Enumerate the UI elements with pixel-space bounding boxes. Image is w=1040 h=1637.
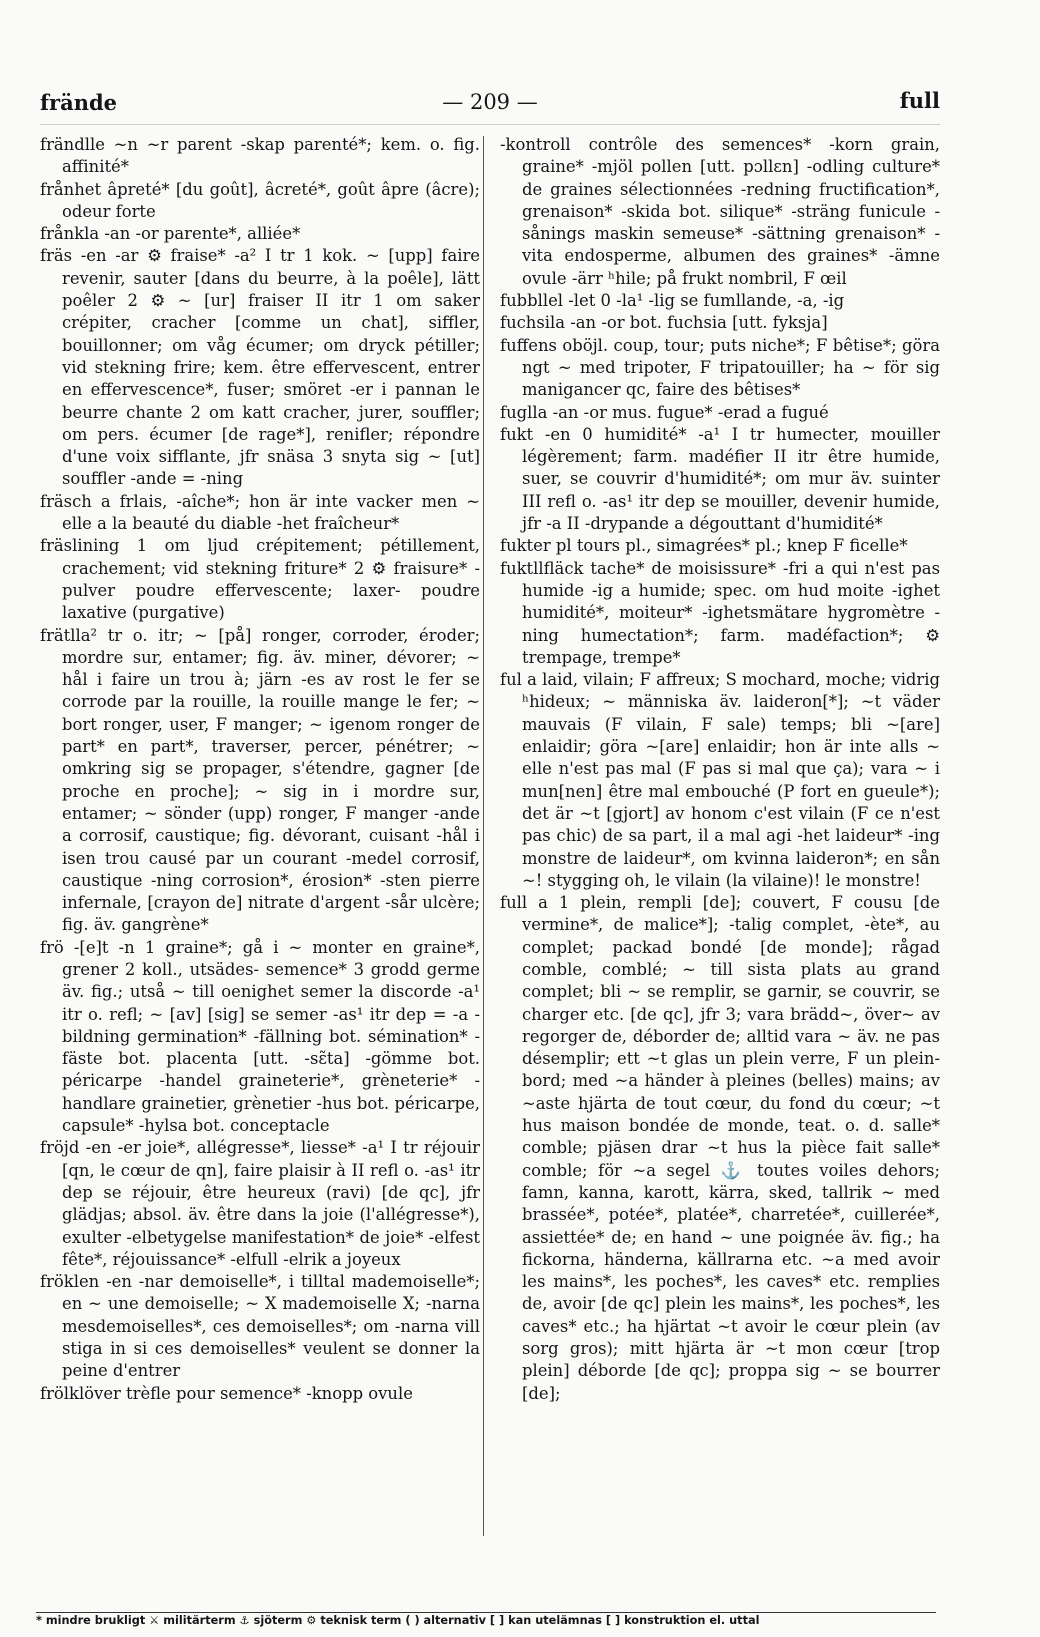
dictionary-entry: frätlla² tr o. itr; ~ [på] ronger, corroder, éroder; mordre sur, entamer; fig. äv. miner, dévorer; ~ hål i faire un trou à; järn -es av rost le fer se corrode par la rouille, la rouille mange le fer; ~ bort ronger, user, F manger; ~ igenom ronger de part* en part*, traverser, percer, pénétrer; ~ omkring sig se propager, s'étendre, gagner [de proche en proche]; ~ sig in i mordre sur, entamer; ~ sönder (upp) ronger, F manger -ande a corrosif, caustique; fig. dévorant, cuisant -hål i isen trou causé par un courant -medel corrosif, caustique -ning corrosion*, érosion* -sten pierre infernale, [crayon de] nitrate d'argent -sår ulcère; fig. äv. gangrène* [40,625,480,935]
dictionary-entry: frö -[e]t -n 1 graine*; gå i ~ monter en graine*, grener 2 koll., utsädes- semence* 3 grodd germe äv. fig.; utså ~ till oenighet semer la discorde -a¹ itr o. refl; ~ [av] [sig] se semer -as¹ itr dep = -a -bildning germination* -fällning bot. sémination* -fäste bot. placenta [utt. -sɛ̃ta] -gömme bot. péricarpe -handel graineterie*, grèneterie* -handlare grainetier, grènetier -hus bot. péricarpe, capsule* -hylsa bot. conceptacle [40,937,480,1136]
dictionary-entry: fuktllfläck tache* de moisissure* -fri a qui n'est pas humide -ig a humide; spec. om hud moite -ighet humidité*, moiteur* -ighetsmätare hygromètre -ning humectation*; farm. madéfaction*; ⚙ trempage, trempe* [500,558,940,667]
dictionary-entry: frånhet âpreté* [du goût], âcreté*, goût âpre (âcre); odeur forte [40,179,480,221]
left-column [40,134,480,1620]
dictionary-entry: fukter pl tours pl., simagrées* pl.; knep F ficelle* [500,536,908,556]
dictionary-entry: frånkla -an -or parente*, alliée* [40,224,301,244]
dictionary-entry: fukt -en 0 humidité* -a¹ I tr humecter, mouiller légèrement; farm. madéfier II itr être humide, suer, se couvrir d'humidité*; om mur äv. suinter III refl o. -as¹ itr dep se mouiller, devenir humide, jfr -a II -drypande a dégouttant d'humidité* [500,424,940,534]
page-number: — 209 — [442,90,538,114]
dictionary-entry: fröjd -en -er joie*, allégresse*, liesse* -a¹ I tr réjouir [qn, le cœur de qn], faire plaisir à II refl o. -as¹ itr dep se réjouir, être heureux (ravi) [de qc], jfr glädjas; absol. äv. être dans la joie (l'allégresse*), exulter -elbetygelse manifestation* de joie* -elfest fête*, réjouissance* -elfull -elrik a joyeux [40,1138,480,1269]
header-left-word: frände [40,90,118,115]
dictionary-entry: ful a laid, vilain; F affreux; S mochard, moche; vidrig ʰhideux; ~ människa äv. laideron[*]; ~t väder mauvais (F vilain, F sale) temps; bli ~[are] enlaidir; göra ~[are] enlaidir; hon är inte alls ~ elle n'est pas mal (F pas si mal que ça); vara ~ i mun[nen] être mal embouché (P fort en gueule*); det är ~t [gjort] av honom c'est vilain (F ce n'est pas chic) de sa part, il a mal agi -het laideur* -ing monstre de laideur*, om kvinna laideron*; en sån ~! stygging oh, le vilain (la vilaine)! le monstre! [500,670,940,890]
page-header [40,86,940,120]
header-right-word: full [899,88,940,113]
dictionary-entry: fröklen -en -nar demoiselle*, i tilltal mademoiselle*; en ~ une demoiselle; ~ X mademoiselle X; -narna mesdemoiselles*, ces demoiselles*; om -narna vill stiga in si ces demoiselles* veulent se donner la peine d'entrer [40,1272,480,1381]
dictionary-entry: fräsch a frlais, -aîche*; hon är inte vacker men ~ elle a la beauté du diable -het fraîcheur* [40,491,480,534]
dictionary-entry: fräslining 1 om ljud crépitement; pétillement, crachement; vid stekning friture* 2 ⚙ fraisure* -pulver poudre effervescente; laxer- poudre laxative (purgative) [40,536,480,623]
dictionary-entry: fuffens oböjl. coup, tour; puts niche*; F bêtise*; göra ngt ~ med tripoter, F tripatouiller; ha ~ för sig manigancer qc, faire des bêtises* [500,335,940,400]
column-divider [483,136,484,1536]
right-column [500,134,940,1620]
dictionary-entry: fräs -en -ar ⚙ fraise* -a² I tr 1 kok. ~ [upp] faire revenir, sauter [dans du beurre, à la poêle], lätt poêler 2 ⚙ ~ [ur] fraiser II itr 1 om saker crépiter, cracher [comme un chat], siffler, bouillonner; om våg écumer; om dryck pétiller; vid stekning frire; kem. être effervescent, entrer en effervescence*, fuser; smöret -er i pannan le beurre chante 2 om katt cracher, jurer, souffler; om pers. écumer [de rage*], renifler; répondre d'une voix sifflante, jfr snäsa 3 snyta sig ~ [ut] souffler -ande = -ning [40,246,480,489]
dictionary-entry: fuglla -an -or mus. fugue* -erad a fugué [500,402,829,422]
dictionary-entry: fubbllel -let 0 -la¹ -lig se fumllande, -a, -ig [500,291,845,311]
footer-rule [36,1612,936,1613]
dictionary-entry: frölklöver trèfle pour semence* -knopp ovule [40,1383,413,1403]
dictionary-entry: frändlle ~n ~r parent -skap parenté*; kem. o. fig. affinité* [40,135,480,177]
dictionary-entry: full a 1 plein, rempli [de]; couvert, F cousu [de vermine*, de malice*]; -talig complet, -ète*, au complet; packad bondé [de monde]; rågad comble, comblé; ~ till sista plats au grand complet; bli ~ se remplir, se garnir, se couvrir, se charger etc. [de qc], jfr 3; vara brädd~, över~ av regorger de, déborder de; alltid vara ~ äv. ne pas désemplir; ett ~t glas un plein verre, F un plein-bord; med ~a händer à pleines (belles) mains; av ~aste hjärta de tout cœur, du fond du cœur; ~t hus maison bondée de monde, teat. o. d. salle* comble; pjäsen drar ~t hus la pièce fait salle* comble; för ~a segel ⚓ toutes voiles dehors; famn, kanna, karott, kärra, sked, tallrik ~ med brassée*, potée*, platée*, charretée*, cuillerée*, assiettée* de; en hand ~ une poignée äv. fig.; ha fickorna, händerna, källrarna etc. ~a med avoir les mains*, les poches*, les caves* etc. remplies de, avoir [de qc] plein les mains*, les poches*, les caves* etc.; ha hjärtat ~t avoir le cœur plein (av sorg gros); mitt hjärta är ~t mon cœur [trop plein] déborde [de qc]; proppa sig ~ se bourrer [de]; [500,893,940,1403]
legend-footer: * mindre brukligt ⚔ militärterm ⚓ sjöterm ⚙ teknisk term ( ) alternativ [ ] kan utelämnas [ ] konstruktion el. uttal [36,1614,760,1627]
dictionary-entry: fuchsila -an -or bot. fuchsia [utt. fyksja] [500,313,828,333]
header-rule [40,124,940,125]
dictionary-entry: -kontroll contrôle des semences* -korn grain, graine* -mjöl pollen [utt. pɔllɛn] -odling culture* de graines sélectionnées -redning fructification*, grenaison* -skida bot. silique* -sträng funicule -sånings maskin semeuse* -sättning grenaison* -vita endosperme, albumen des graines* -ämne ovule -ärr ʰhile; på frukt nombril, F œil [500,135,940,288]
